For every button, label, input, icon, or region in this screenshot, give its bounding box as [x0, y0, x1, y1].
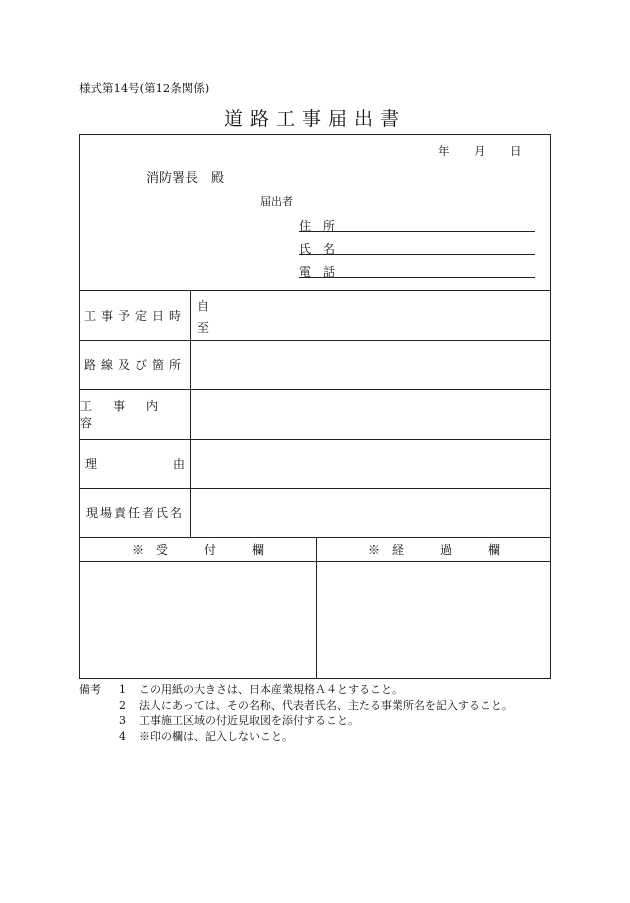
date-year-label: 年	[438, 144, 450, 158]
reception-column-header: ※ 受 付 欄	[131, 542, 264, 557]
note-item	[79, 698, 513, 714]
schedule-label-text: 工事予定日時	[83, 308, 186, 323]
route-input-area[interactable]	[191, 341, 551, 388]
address-line[interactable]	[299, 231, 535, 232]
route-label-text: 路線及び箇所	[83, 358, 186, 372]
progress-column-header: ※ 経 過 欄	[367, 542, 500, 557]
notes-section	[79, 682, 513, 744]
progress-area[interactable]	[317, 562, 551, 678]
manager-label-text: 現場責任者氏名	[85, 506, 184, 520]
note-text: ※印の欄は、記入しないこと。	[139, 729, 293, 743]
schedule-from-label: 自	[197, 299, 210, 313]
content-row-label	[80, 389, 190, 439]
note-number: 1	[119, 683, 126, 696]
date-day-label: 日	[510, 144, 522, 158]
addressee: 消防署長 殿	[146, 171, 225, 186]
reason-input-area[interactable]	[191, 440, 551, 487]
reason-label-text: 理由	[84, 457, 261, 471]
document-title: 道路工事届出書	[223, 108, 406, 130]
form-table	[79, 134, 551, 679]
route-row-label	[80, 340, 190, 389]
note-text: この用紙の大きさは、日本産業規格Ａ４とすること。	[139, 683, 403, 696]
note-number: 4	[119, 729, 126, 743]
form-number-label: 様式第14号(第12条関係)	[79, 81, 210, 95]
manager-input-area[interactable]	[191, 489, 551, 536]
reception-area[interactable]	[81, 562, 315, 678]
applicant-label: 届出者	[260, 195, 293, 208]
schedule-row-label	[80, 290, 190, 340]
schedule-to-label: 至	[197, 321, 210, 335]
reason-row-label	[80, 439, 261, 488]
note-number: 3	[119, 714, 126, 727]
content-label-text: 工事内容	[80, 399, 180, 430]
name-label: 氏 名	[299, 242, 336, 256]
schedule-input-area[interactable]	[210, 291, 550, 339]
note-item	[79, 729, 513, 745]
phone-label: 電 話	[299, 265, 336, 279]
content-input-area[interactable]	[191, 390, 551, 438]
address-label: 住 所	[299, 219, 336, 233]
notes-heading: 備考	[79, 683, 101, 696]
name-line[interactable]	[299, 254, 535, 255]
note-text: 法人にあっては、その名称、代表者氏名、主たる事業所名を記入すること。	[139, 698, 513, 712]
note-number: 2	[119, 698, 126, 712]
note-item	[79, 713, 513, 729]
phone-line[interactable]	[299, 277, 535, 278]
date-month-label: 月	[474, 144, 486, 158]
note-item	[79, 682, 513, 698]
note-text: 工事施工区域の付近見取図を添付すること。	[139, 714, 359, 727]
manager-row-label	[80, 488, 190, 537]
